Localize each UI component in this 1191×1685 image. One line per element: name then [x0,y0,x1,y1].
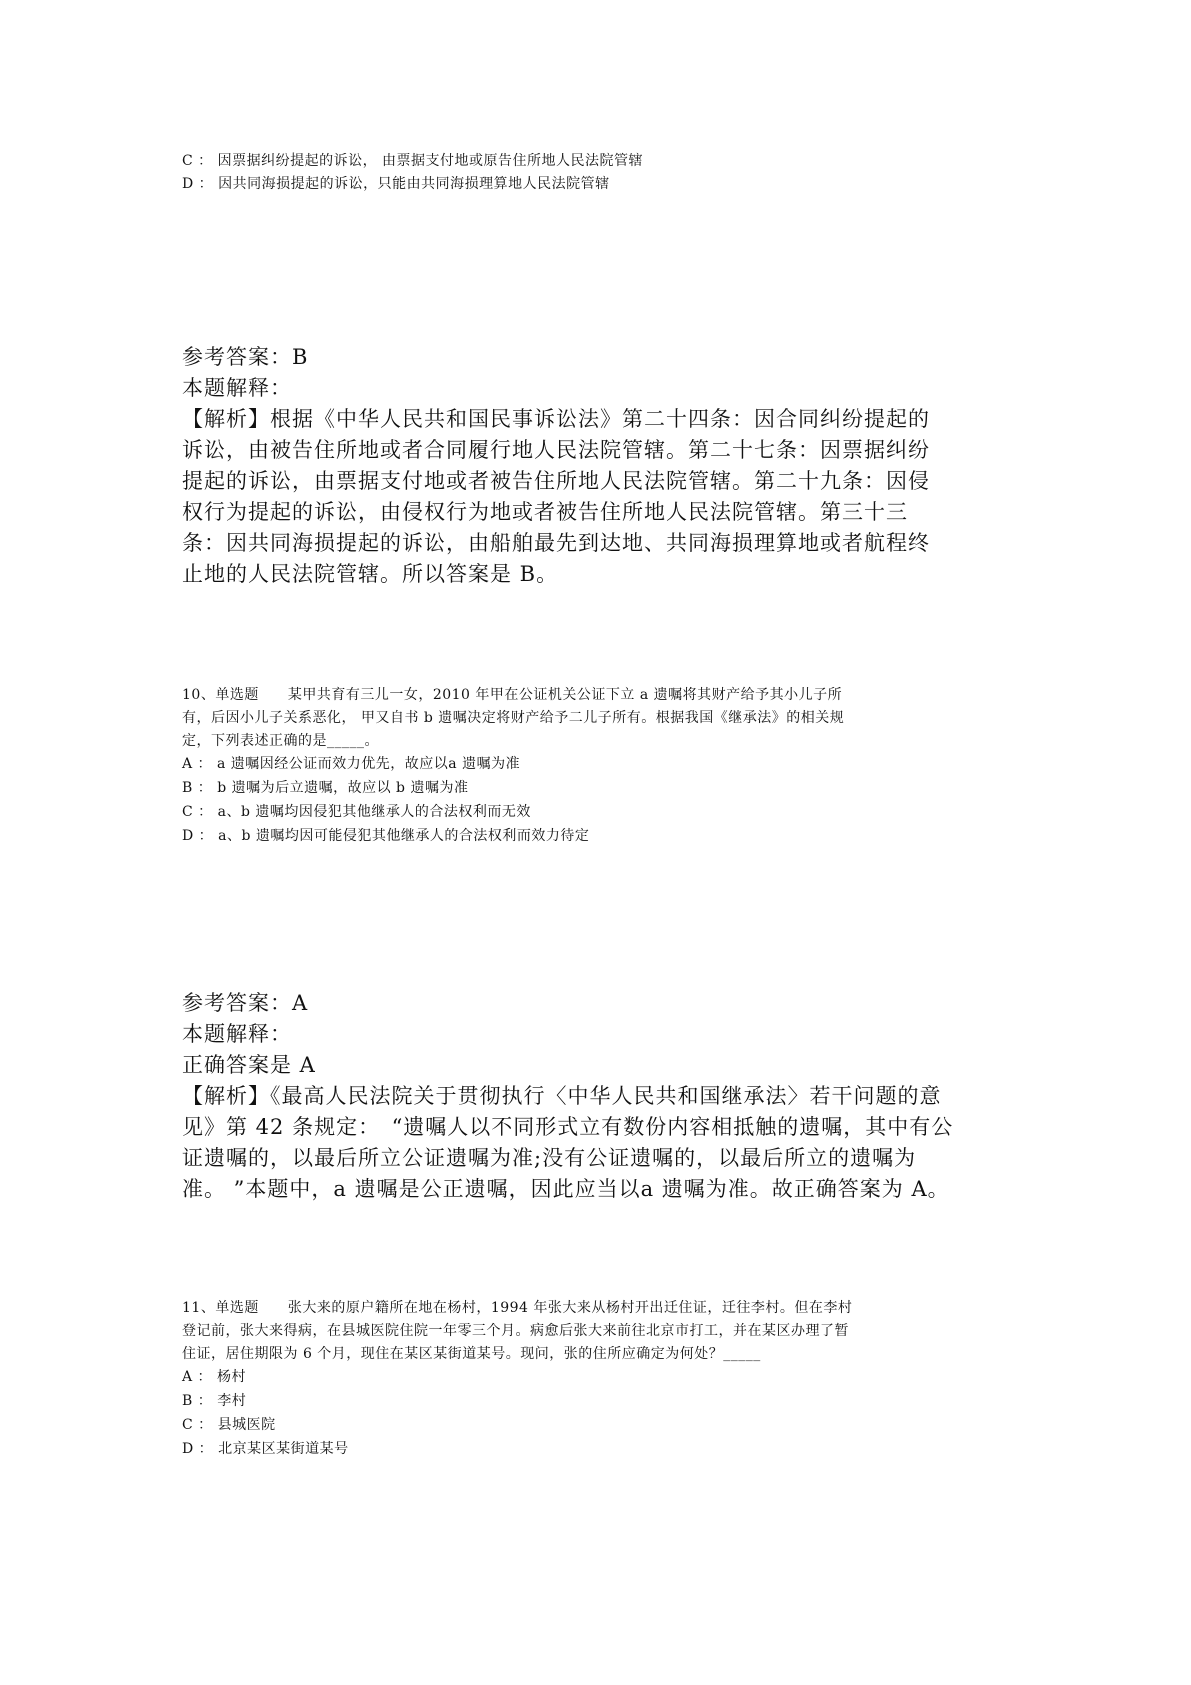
q9-option-d: D ： 因共同海损提起的诉讼，只能由共同海损理算地人民法院管辖 [182,176,610,192]
q9-answer: 参考答案：B [182,345,309,369]
q10-answer: 参考答案：A [182,991,309,1015]
q9-explanation-line: 诉讼，由被告住所地或者合同履行地人民法院管辖。第二十七条：因票据纠纷 [182,438,930,462]
q10-option-a: A ： a 遗嘱因经公证而效力优先，故应以a 遗嘱为准 [182,756,521,772]
q10-explanation-line: 证遗嘱的，以最后所立公证遗嘱为准;没有公证遗嘱的，以最后所立的遗嘱为 [182,1146,917,1170]
q10-correct-answer: 正确答案是 A [182,1053,316,1077]
q10-stem-line: 定，下列表述正确的是_____。 [182,733,379,749]
q11-option-d: D ： 北京某区某街道某号 [182,1441,349,1457]
q11-option-a: A ： 杨村 [182,1369,247,1385]
q9-explanation-line: 条：因共同海损提起的诉讼，由船舶最先到达地、共同海损理算地或者航程终 [182,531,930,555]
q11-stem-line: 登记前，张大来得病，在县城医院住院一年零三个月。病愈后张大来前往北京市打工，并在某区办理了暂 [182,1323,849,1339]
q10-option-b: B ： b 遗嘱为后立遗嘱，故应以 b 遗嘱为准 [182,780,469,796]
q9-explanation-line: 提起的诉讼，由票据支付地或者被告住所地人民法院管辖。第二十九条：因侵 [182,469,930,493]
q10-stem-line: 10、单选题 某甲共育有三儿一女，2010 年甲在公证机关公证下立 a 遗嘱将其财产给予其小儿子所 [182,687,843,703]
q10-option-c: C ： a、b 遗嘱均因侵犯其他继承人的合法权利而无效 [182,804,531,820]
q11-option-c: C ： 县城医院 [182,1417,276,1433]
q10-explanation-label: 本题解释： [182,1022,292,1046]
q9-explanation-line: 止地的人民法院管辖。所以答案是 B。 [182,562,559,586]
q9-option-c: C ： 因票据纠纷提起的诉讼， 由票据支付地或原告住所地人民法院管辖 [182,153,644,169]
q10-explanation-line: 准。 ”本题中，a 遗嘱是公正遗嘱，因此应当以a 遗嘱为准。故正确答案为 A。 [182,1177,950,1201]
q11-stem-line: 住证，居住期限为 6 个月，现住在某区某街道某号。现问，张的住所应确定为何处？_____ [182,1346,761,1362]
q11-stem-line: 11、单选题 张大来的原户籍所在地在杨村，1994 年张大来从杨村开出迁住证，迁往李村。但在李村 [182,1300,853,1316]
q10-explanation-line: 【解析】《最高人民法院关于贯彻执行〈中华人民共和国继承法〉若干问题的意 [182,1084,942,1108]
q11-option-b: B ： 李村 [182,1393,247,1409]
q10-explanation-line: 见》第 42 条规定： “遗嘱人以不同形式立有数份内容相抵触的遗嘱，其中有公 [182,1115,954,1139]
q10-option-d: D ： a、b 遗嘱均因可能侵犯其他继承人的合法权利而效力待定 [182,828,590,844]
q10-stem-line: 有，后因小儿子关系恶化， 甲又自书 b 遗嘱决定将财产给予二儿子所有。根据我国《继承法》的相关规 [182,710,845,726]
q9-explanation-label: 本题解释： [182,376,292,400]
q9-explanation-line: 权行为提起的诉讼，由侵权行为地或者被告住所地人民法院管辖。第三十三 [182,500,908,524]
q9-explanation-line: 【解析】根据《中华人民共和国民事诉讼法》第二十四条：因合同纠纷提起的 [182,407,930,431]
